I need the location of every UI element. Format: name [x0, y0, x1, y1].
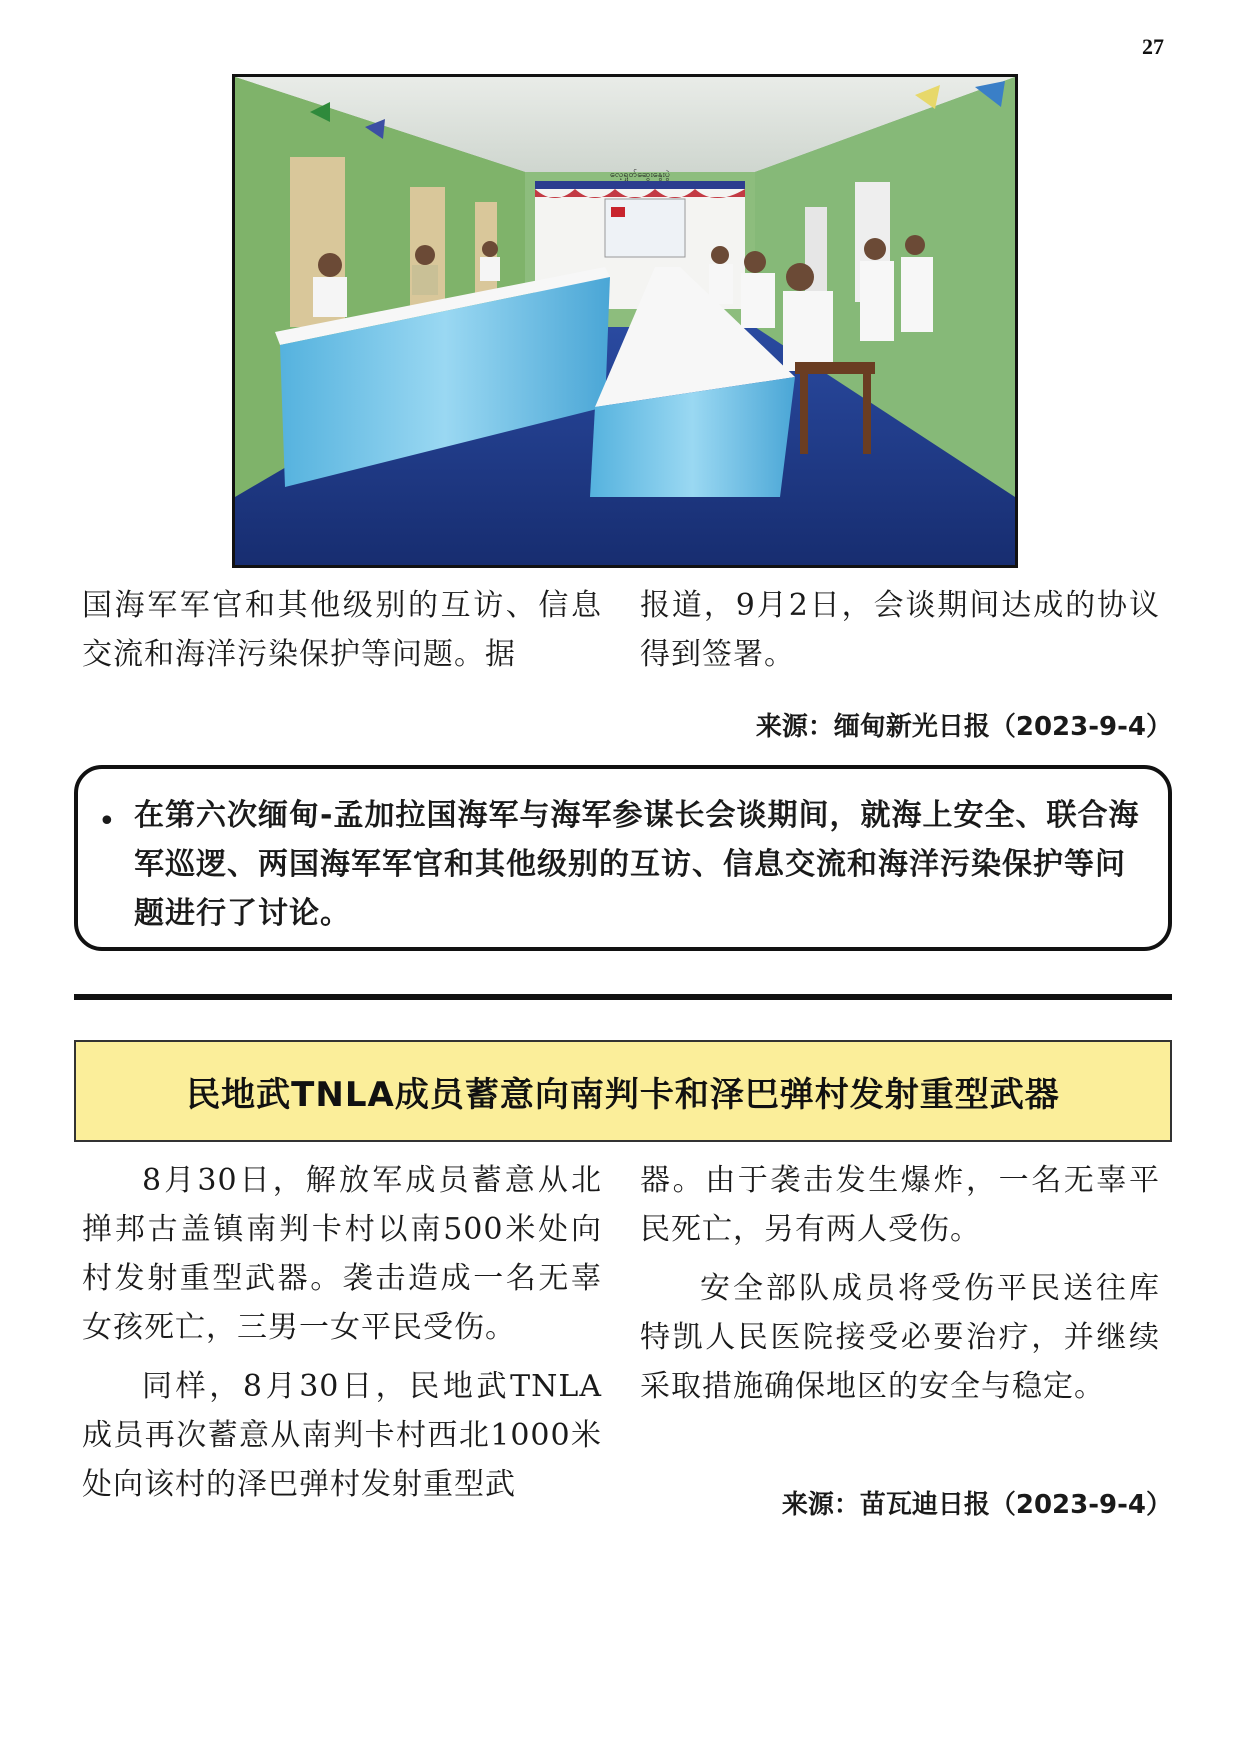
article2-right-paragraph-1: 器。由于袭击发生爆炸，一名无辜平民死亡，另有两人受伤。	[640, 1163, 1160, 1247]
article1-right-paragraph: 报道，9月2日，会谈期间达成的协议得到签署。	[640, 588, 1160, 672]
page-number: 27	[1142, 34, 1164, 59]
meeting-photo	[232, 74, 1018, 568]
article1-left-column	[82, 581, 602, 679]
section-divider	[74, 994, 1172, 1000]
summary-box	[74, 765, 1172, 951]
article2-right-column	[640, 1156, 1160, 1411]
article1-left-paragraph: 国海军军官和其他级别的互访、信息交流和海洋污染保护等问题。据	[82, 588, 602, 672]
summary-text: 在第六次缅甸-孟加拉国海军与海军参谋长会谈期间，就海上安全、联合海军巡逻、两国海军军官和其他级别的互访、信息交流和海洋污染保护等问题进行了讨论。	[134, 798, 1140, 931]
photo-banner-text: လေ့ရှုတ်ဆွေးနွေးပွဲ	[610, 170, 670, 180]
bullet-icon: •	[98, 804, 116, 839]
article2-left-column	[82, 1156, 602, 1509]
article1-right-column	[640, 581, 1160, 679]
article2-headline-box	[74, 1040, 1172, 1142]
article2-source: 来源：苗瓦迪日报（2023-9-4）	[781, 1490, 1172, 1520]
article2-left-paragraph-2: 同样，8月30日，民地武TNLA成员再次蓄意从南判卡村西北1000米处向该村的泽巴弹村发射重型武	[82, 1369, 602, 1502]
article1-source: 来源：缅甸新光日报（2023-9-4）	[755, 712, 1172, 742]
article2-title: 民地武TNLA成员蓄意向南判卡和泽巴弹村发射重型武器	[186, 1074, 1060, 1115]
article2-right-paragraph-2: 安全部队成员将受伤平民送往库特凯人民医院接受必要治疗，并继续采取措施确保地区的安全与稳定。	[640, 1271, 1160, 1404]
article2-left-paragraph-1: 8月30日，解放军成员蓄意从北掸邦古盖镇南判卡村以南500米处向村发射重型武器。袭击造成一名无辜女孩死亡，三男一女平民受伤。	[82, 1163, 602, 1345]
